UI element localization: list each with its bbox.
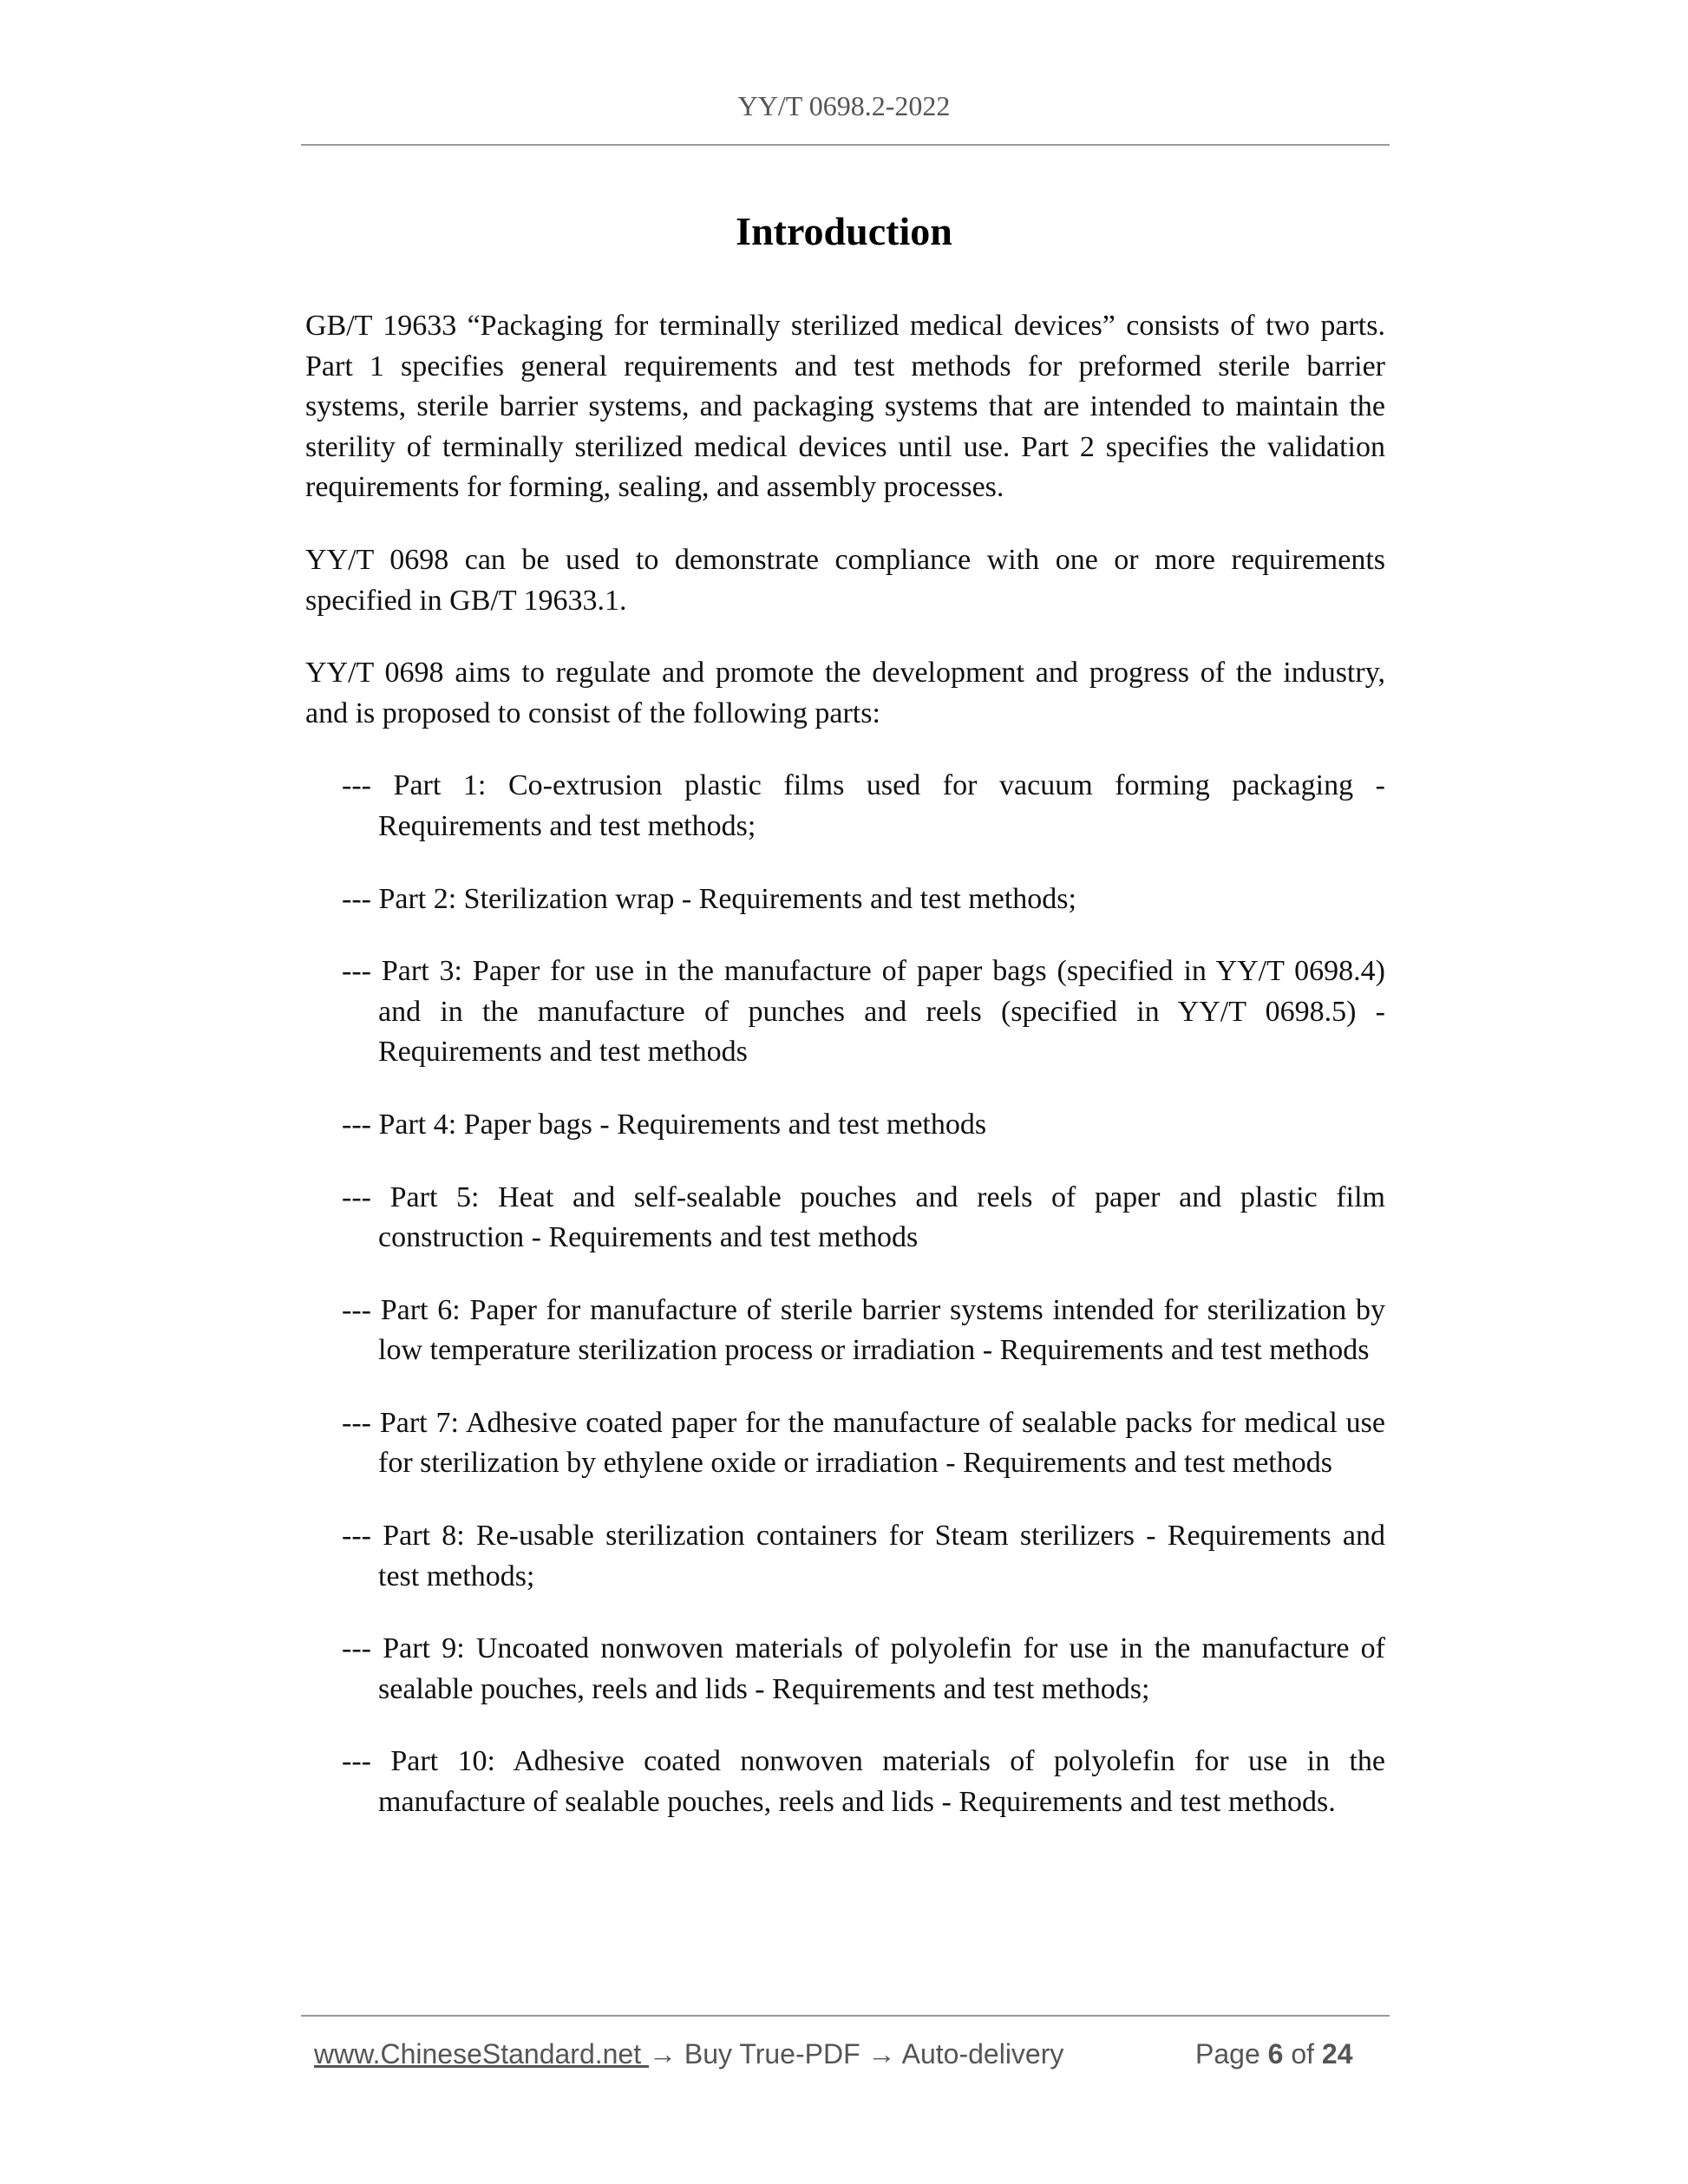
footer-links: [314, 2038, 1063, 2070]
arrow-icon: →: [649, 2038, 677, 2070]
arrow-icon: →: [867, 2038, 896, 2070]
website-link[interactable]: www.ChineseStandard.net: [314, 2038, 649, 2070]
list-item: --- Part 7: Adhesive coated paper for the manufacture of sealable packs for medical use for sterilization by ethylene oxide or irradiation - Requirements and test methods: [342, 1406, 1385, 1480]
document-header-id: YY/T 0698.2-2022: [737, 90, 951, 121]
page-number: [1195, 2038, 1352, 2070]
paragraph: GB/T 19633 “Packaging for terminally sterilized medical devices” consists of two parts. Part 1 specifies general requirements and test methods for preformed sterile barrier systems, sterile barrier systems, and packaging systems that are intended to maintain the sterility of terminally sterilized medical devices until use. Part 2 specifies the validation requirements for forming, sealing, and assembly processes.: [305, 310, 1385, 504]
list-item: --- Part 8: Re-usable sterilization containers for Steam sterilizers - Requirements and test methods;: [342, 1520, 1385, 1592]
list-item: --- Part 1: Co-extrusion plastic films used for vacuum forming packaging - Requirements and test methods;: [342, 769, 1385, 842]
paragraph: YY/T 0698 aims to regulate and promote the development and progress of the industry, and is proposed to consist of the following parts:: [305, 657, 1385, 729]
current-page: 6: [1267, 2038, 1284, 2070]
parts-list: [305, 766, 1385, 1822]
page-label: Page: [1195, 2038, 1260, 2070]
list-item: --- Part 6: Paper for manufacture of sterile barrier systems intended for sterilization by low temperature sterilization process or irradiation - Requirements and test methods: [342, 1293, 1385, 1367]
list-item: --- Part 4: Paper bags - Requirements and test methods: [342, 1108, 987, 1141]
auto-delivery-text: Auto-delivery: [895, 2038, 1064, 2070]
list-item: --- Part 3: Paper for use in the manufacture of paper bags (specified in YY/T 0698.4) and in the manufacture of punches and reels (specified in YY/T 0698.5) - Requirements and test methods: [342, 955, 1385, 1069]
list-item: --- Part 2: Sterilization wrap - Requirements and test methods;: [342, 882, 1076, 915]
header-divider: [301, 144, 1390, 146]
document-body: [305, 306, 1385, 1855]
footer-divider: [301, 2015, 1390, 2017]
total-pages: 24: [1321, 2038, 1353, 2070]
buy-pdf-text: Buy True-PDF: [677, 2038, 868, 2070]
list-item: --- Part 10: Adhesive coated nonwoven materials of polyolefin for use in the manufacture of sealable pouches, reels and lids - Requirements and test methods.: [342, 1745, 1385, 1819]
list-item: --- Part 5: Heat and self-sealable pouches and reels of paper and plastic film construction - Requirements and test methods: [342, 1180, 1385, 1254]
paragraph: YY/T 0698 can be used to demonstrate compliance with one or more requirements specified in GB/T 19633.1.: [305, 543, 1385, 617]
list-item: --- Part 9: Uncoated nonwoven materials of polyolefin for use in the manufacture of sealable pouches, reels and lids - Requirements and test methods;: [342, 1632, 1385, 1705]
section-title: Introduction: [736, 209, 952, 253]
of-label: of: [1291, 2038, 1314, 2070]
